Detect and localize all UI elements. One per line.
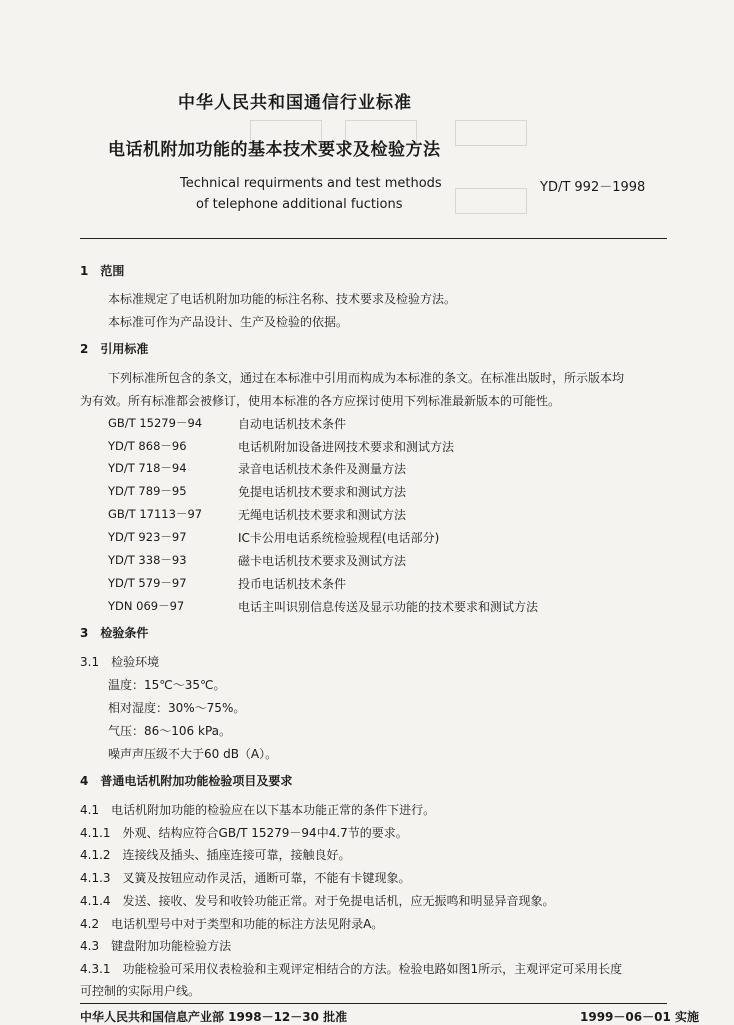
issuing-authority-heading: 中华人民共和国通信行业标准 xyxy=(178,93,412,113)
clause-4-3-1: 4.3.1 功能检验可采用仪表检验和主观评定相结合的方法。检验电路如图1所示，主观评定可采用长度 xyxy=(80,962,623,976)
section-2-paragraph: 为有效。所有标准都会被修订，使用本标准的各方应探讨使用下列标准最新版本的可能性。 xyxy=(80,394,561,408)
noise-condition: 噪声声压级不大于60 dB（A）。 xyxy=(108,747,278,761)
section-1-paragraph: 本标准可作为产品设计、生产及检验的依据。 xyxy=(108,315,349,329)
reference-title: 自动电话机技术条件 xyxy=(238,417,347,431)
reference-code: YD/T 923－97 xyxy=(108,530,187,544)
reference-code: YD/T 338－93 xyxy=(108,553,187,567)
reference-title: 电话主叫识别信息传送及显示功能的技术要求和测试方法 xyxy=(238,600,539,614)
section-2-heading: 2 引用标准 xyxy=(80,342,149,356)
approval-note: 中华人民共和国信息产业部 1998－12－30 批准 xyxy=(80,1010,348,1024)
section-4-heading: 4 普通电话机附加功能检验项目及要求 xyxy=(80,774,293,788)
document-title-english-line2: of telephone additional fuctions xyxy=(196,197,403,212)
clause-4-1-1: 4.1.1 外观、结构应符合GB/T 15279－94中4.7节的要求。 xyxy=(80,826,408,840)
reference-title: 电话机附加设备进网技术要求和测试方法 xyxy=(238,440,455,454)
clause-4-1-2: 4.1.2 连接线及插头、插座连接可靠，接触良好。 xyxy=(80,848,351,862)
pressure-condition: 气压：86～106 kPa。 xyxy=(108,724,231,738)
clause-4-1-4: 4.1.4 发送、接收、发号和收铃功能正常。对于免提电话机，应无振鸣和明显异音现象。 xyxy=(80,894,555,908)
humidity-condition: 相对湿度：30%～75%。 xyxy=(108,701,246,715)
show-through-box xyxy=(455,120,527,146)
reference-code: YD/T 579－97 xyxy=(108,576,187,590)
clause-4-1-3: 4.1.3 叉簧及按钮应动作灵活，通断可靠，不能有卡键现象。 xyxy=(80,871,411,885)
reference-title: 投币电话机技术条件 xyxy=(238,577,347,591)
footer-divider xyxy=(80,1003,667,1004)
document-title-english-line1: Technical requirments and test methods xyxy=(180,176,442,191)
clause-4-2: 4.2 电话机型号中对于类型和功能的标注方法见附录A。 xyxy=(80,917,384,931)
section-3-heading: 3 检验条件 xyxy=(80,626,149,640)
title-divider xyxy=(80,238,667,239)
clause-4-1: 4.1 电话机附加功能的检验应在以下基本功能正常的条件下进行。 xyxy=(80,803,436,817)
reference-title: 磁卡电话机技术要求及测试方法 xyxy=(238,554,407,568)
show-through-box xyxy=(455,188,527,214)
section-2-paragraph: 下列标准所包含的条文，通过在本标准中引用而构成为本标准的条文。在标准出版时，所示版本均 xyxy=(108,371,625,385)
reference-code: GB/T 17113－97 xyxy=(108,507,203,521)
reference-title: 免提电话机技术要求和测试方法 xyxy=(238,485,407,499)
section-1-paragraph: 本标准规定了电话机附加功能的标注名称、技术要求及检验方法。 xyxy=(108,292,457,306)
reference-code: YDN 069－97 xyxy=(108,599,185,613)
temperature-condition: 温度：15℃～35℃。 xyxy=(108,678,226,692)
reference-title: 录音电话机技术条件及测量方法 xyxy=(238,462,407,476)
reference-code: GB/T 15279－94 xyxy=(108,416,203,430)
reference-code: YD/T 789－95 xyxy=(108,484,187,498)
reference-code: YD/T 718－94 xyxy=(108,461,187,475)
reference-code: YD/T 868－96 xyxy=(108,439,187,453)
clause-4-3-1-continued: 可控制的实际用户线。 xyxy=(80,984,201,998)
reference-title: 无绳电话机技术要求和测试方法 xyxy=(238,508,407,522)
standard-number: YD/T 992－1998 xyxy=(540,180,646,195)
section-3-1-heading: 3.1 检验环境 xyxy=(80,655,160,669)
effective-date: 1999－06－01 实施 xyxy=(580,1010,699,1024)
section-1-heading: 1 范围 xyxy=(80,264,125,278)
clause-4-3: 4.3 键盘附加功能检验方法 xyxy=(80,939,232,953)
document-title-chinese: 电话机附加功能的基本技术要求及检验方法 xyxy=(108,140,441,160)
reference-title: IC卡公用电话系统检验规程(电话部分) xyxy=(238,531,440,545)
